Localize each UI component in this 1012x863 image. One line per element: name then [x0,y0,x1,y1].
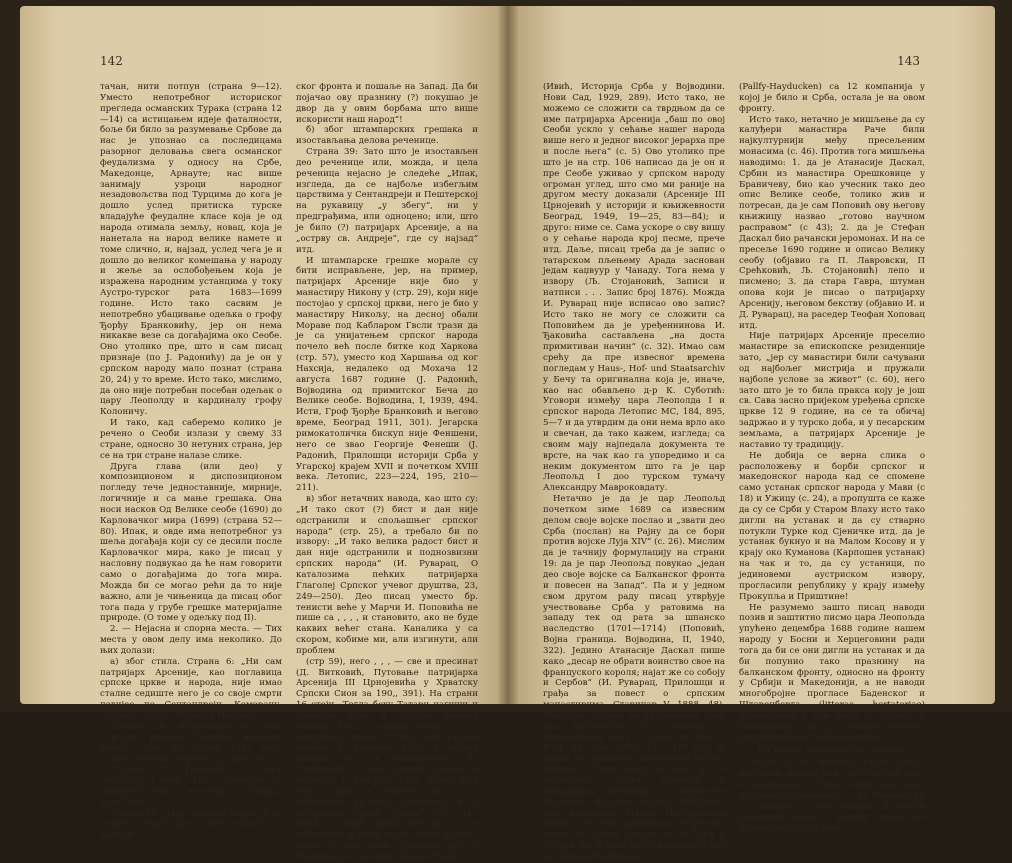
right-column-1 [543,82,725,863]
paragraph: Страна 19. „Цар Леополд морао је да повуче један део своје војске са Балкан- [100,808,282,841]
book-gutter [497,6,519,704]
paragraph: Не разумемо зашто писац наводи позив и заштитно писмо цара Леопољда упућено децембра 1688 године нашем народу у Босни и Херцеговини ради тога да би се они дигли на устанак и да би попунио тако празнину на балканском фронту, односно на фронту у Србији и Македонији, а не наводи многобројне прогласе Баденског и Штаренберга (litterae hortatoriae) разашиљане у том циљу по Србији и Македонији, где је стварно требало попунити фронт добровољцима. [739,602,925,743]
paragraph: Писац је на почетку увода рекао, долушње, да овај рад „нити пружа пуну и заокружену слику, нити даје увек потребна објашњења“ (с. 5). Читаоци би се њекако с тим, можда, и могли помирити, мада, у крајној линији, не видимо разлог да нам [739,758,925,834]
paragraph: ског фронта и пошаље на Запад. Да би појачао ову празнину (?) покушао је двор да у овим борбама што више искористи наш народ“! [296,82,478,125]
left-column-2 [296,82,478,863]
left-column-1 [100,82,282,841]
paragraph: (Pallfy-Hayducken) са 12 компанија у којој је било и Срба, остала је на овом фронту. [739,82,925,114]
paragraph: Није патријарх Арсеније преселио манастире за епископске резиденције зато, „јер су манастири били сачувани од најбољег мистрија и пружали најболе услове за живот“ (с. 60), него зато што је то била пракса коју је још св. Сава засно пријеком уређења српске цркве 12 9 године, на се та обичај задржао и у турско доба, и у песарским земљама, а патријарх Арсеније је наставио ту традицију. [739,331,925,450]
paragraph: (Ивић, Историја Срба у Војводини. Нови Сад, 1929, 289). Исто тако, не можемо се сложити са тврдњом да се име патријарха Арсенија „бaш по овој Сеоби ускло у сећање нашег народа више него и једног високог јерарха пре и после њега“ (с. 5) Ово утолико пре што је на стр. 106 написао да је он и пре Сеобе уживао у српском народу огроман углед, што смо ми раније на другом месту доказали (Арсеније III Црнојевић у историји и књижевности Београд, 1949, 19—25, 83—84); и друго: ниме се. Сама ускоре о сву вишу о у сећање народа крој песме, прече итд. Даље, писац треба да је запис о татарском пљењему Арада заснован једам каџвуур у Чанаду. Тога нема у извору (Љ. Стојановић, Записи и натписи . . . Запис број 1876). Можда И. Руварац није исписао ово запис? Исто тако не могу се сложити са Поповићем да је уређеннинова И. Ђаковића састављена „на доста примитиван начин“ (с. 32). Имао сам срећу да пре извесног времена погледам у Haus-, Hof- und Staatsarchiv у Бечу та оригинална која је, иначе, као нас обављено д-р К. Суботић: Уговори између цара Леополда I и српског народа Летопис МС, 184, 895, 5—7 и да утврдим да они нема врло ако и свечан, да тако кажем, изгледа; са своим мају најпедала документа те врсте, на чак као га упоредимо и са неким документом што га је цар Леопољд I доо турском тумачу Александру Мавроковдату. [543,82,725,494]
paragraph: Страна 47: Говорећи о цару Леополду I вели „1687 претворио је мађарску круну у наследну по мушкој лози“ итд. [100,765,282,808]
paragraph: Не добија се верна слика о расположењу и борби српског и македонског народа кад се спомене само устанак српског народа у Мави (с 18) и Ужицу (с. 24), а пропушта се каже да су се Срби у Старом Влаху исто тако дигли на устанак и да су стварно потукли Турке код Сјеничке итд. да је устанак букнуо и на Малом Косову и у крају око Куманова (Карпошев устанак) на чак и то, да су устаници, по јединовеми аустриском извору, прогласили републику у крају између Прокупља и Приштине! [739,450,925,602]
paragraph: в) због нетачних навода, као што су: „И тако скот (?) бист и дан није одстранили и спољашњег српског народа“ (стр. 25), а требало би по извору: „И тако велика радост бист и дан није одстранили и поднозвизни српских народа“ (И. Руварац, О каталозима пећких патријарха Глаголеј Српског учевог друштва, 23, 249—250). Део писац уместо бр. тенисти веће у Марчи И. Поповића не пише са , , , , и становито, ако не буде каквих већег стана. Каналика у са скором, кобиме ми, али изгинути, али проблем [296,494,478,656]
right-page [507,6,995,862]
paragraph: И тако, кад саберемо колико је речено о Сеоби излази у свему 33 стране, односно 30 нетуних страна, јер се на три стране налазе слике. [100,418,282,461]
paragraph: б) због штампарских грешака и изостављања делова реченице. [296,125,478,147]
paragraph: тачан, нити потпун (страна 9—12). Уместо непотребног историског прегледа османских Турака (страна 12—14) са истицањем идеје фаталности, боље би било за разумевање Србове да нас је упознао са последицама разорног деловања свега османског феудализма у односу на Србе, Македонце, Арнауте; нас више занимају узроци народног незадовољства под Турцима до кога је дошло услед притиска турске владајуће феудалне класе која је од народа отимала земљу, новац, која је нанетала на народ велике намете и томе слично, и, најзад, услед чега је и дошло до великог комешања у народу и жеље за ослобођењем која је изражена народним устанцима у току Аустро-турског рата 1683—1699 године. Исто тако сасвим је непотребно убацивање одељка о грофу Ђорђу Бранковићу, јер он нема никакве везе са догађајима око Сеобе. Оно утолико пре, што и сам писац признаје (по Ј. Радонићу) да је он у српском народу мало познат (страна 20, 24) у то време. Исто тако, мислимо, да оно није потребан посебан одељак о цару Леополду и кардиналу грофу Колоничу. [100,82,282,418]
paragraph: II Грешке материјалне природе [758,745,906,756]
paragraph: 2. — Нејасна и спорна места. — Тих места у овом делу има неколико. До њих долази: [100,624,282,656]
paragraph: Нетачно је да је цар Леопољд почетком зиме 1689 са извесним делом своје војске послао и „звати део Срба (послан) на Рајну да се бори против војске Луја XIV“ (с. 26). Мислим да је тачнију формулацију на страни 19: да је цар Леопољд повукао „један део своје војске са Балканског фронта и повесен на Запад“. Па и у једном свом другом раду писац утврђује учествовање Срба у ратовима на западу тек од рата за шпанско наследство (1701—1714) (Поповић, Војна граница. Војводина, II, 1940, 322). Једино Атанасије Даскал пише како „десар не обрати воинство свое на француского короля; најат же со собоју и Сербов“ (И. Руварац, Прилошци и грађа за повест о српским манастирима, Старинар V, 1888, 48). Међутим, судећи по Гробиновом раду Die Kaiserlichen in Albanien у Mittheilungen des k. k. Kriegs-Archivs N. F. II. Bd, Wien 1888, 117—178 који је рађен по архивском материјалу Ратног архива у Бечу види се ово: да је целокупна српска коњичка и пешадијска милиција у (Deák'sche Regiment, Rasciana militia, Feld-Miliz) под командом Павла Несторовића Дејака и посеље одашиљања несрпских трупа на Запад, остала да се бори у Србији. На и неке друге регименте као на пример Палфијева [543,494,725,862]
right-column-2 [739,82,925,834]
paragraph: Страна 39: Зато што је изостављен део реченице или, можда, и цела реченица нејасно је следеће „Ипак, изгледа, да се најбоље избегљим царствима у Сентандреји и Пештерској на рукавицу „у збегу“, ни у предграђима, или одноцено; или, што је било (?) патријарх Арсеније, а на „острву св. Андреје“, где су најзад“ итд. [296,147,478,255]
paragraph: (стр 59), него , , , — све и пресинат (Д. Витковић, Путовање патријарха Арсенија III Црнојевића у Хрватску Српски Сион за 190‚, 391). На страни 16 стоји „Тогла беху Татари нагиши и плениле Арад и остале; Вавшка (Бачин) бист в западу тепије“), а у оригиналу пише: „Тогда беху Татари напали и пленили Арад и остала Вавшка бист в запуштение“ (Љ. Стојановић, Стари српски записи и натписи, I. Београд, 1902. Запис број 8‘6). Спорно је следеће. „Да су се избеглице крстале „угланово и у Јегарским стране Дунава“ (стр. 34). Ивић с више права ове да су се избеглице држале десне обале Дунава, пошто је ове била угрожена, јер су Темишвар и околину држали Турци [296,656,478,862]
left-page [20,6,507,862]
right-page-number: 143 [897,54,920,68]
paragraph: И штампарске грешке морале су бити исправљене, јер, на пример, патријарх Арсеније није био у манастиру Никону у (стр. 29), који није постојао у српској цркви, него је био у манастиру Никољу, на десној обали Мораве под Кабларом Гвсли трази да је са унијатењем српског народа почело већ после битке код Харкова (стр. 57), уместо код Харшања од ког Нахсија, недалеко од Мохача 12 августа 1687 године (Ј. Радонић, Војводина од примитског Беча до Велике сеобе. Војводина, I, 1939, 494. Исти, Гроф Ђорђе Бранковић и његово време, Београд 1911, 301). Јегарска римокатоличка бискуп није Феншени, него се звао Георгије Фенеши (Ј. Радонић, Прилошци историји Срба у Угарској крајем XVII и почетком XVIII века. Летопис, 223—224, 195, 210—211). [296,255,478,494]
paragraph: а) због стила. Страна 6: „Ни сам патријарх Арсеније, као поглавица српске цркве и народа, није имао сталне седиште него је со своје смрти повијео по Сентандреји, Коморану, Сирачу, Сечују, Футогу и Пакрацу . . .“ [100,656,282,721]
left-page-number: 142 [100,54,123,68]
paragraph: Исто тако, нетачно је мишљење да су калуђери манастира Раче били најкултурнији међу пресељеним монасима (с. 46). Против тога мишљења наводимо: 1. да је Атанасије Даскал, Србин из манастира Орешковице у Браничеву, био као учесник тако део опис Велике сеобе, толико жив и потресан, да је сам Поповић ову његову књижицу назвао „готово научном расправом“ (с 43); 2. да је Стефан Даскал био рачански јеромонах. И на се пресеље 1690 године и описао Велику сеобу (објавио га П. Лавровски, П Срећковић, Љ. Стојановић) лепо и писмено; 3. да стара Гавра, штуман опова који је писао о патријарху Арсенију, његовом бекству (објавио И. и Д. Руварац), на раседер Теофан Хоповац итд. [739,114,925,331]
paragraph: Страна 24: Исправније је рећи „Српско римско царство немачке нације“ (као но страни 138), него „Свето немачко царство“ (страна 24). [100,721,282,765]
paragraph: Друга глава (или део) у композиционом и диспозиционом погледу тече једноставније, мирније, логичније и са мање грешака. Она носи насков Од Велике сеобе (1690) до Карловачког мира (1699) (страна 52—80). Ипак, и овде има непотребног уз шеља догађаја који су се десили после Карловачког мира, како је писац у насловну подвукао да ће нам говорити само о догађајима до тога мира. Можда би се могао рећи да то није важно, али је чињеница да писац обог тога пада у грубе грешке материјалне природе. (О томе у одељку под II). [100,461,282,624]
